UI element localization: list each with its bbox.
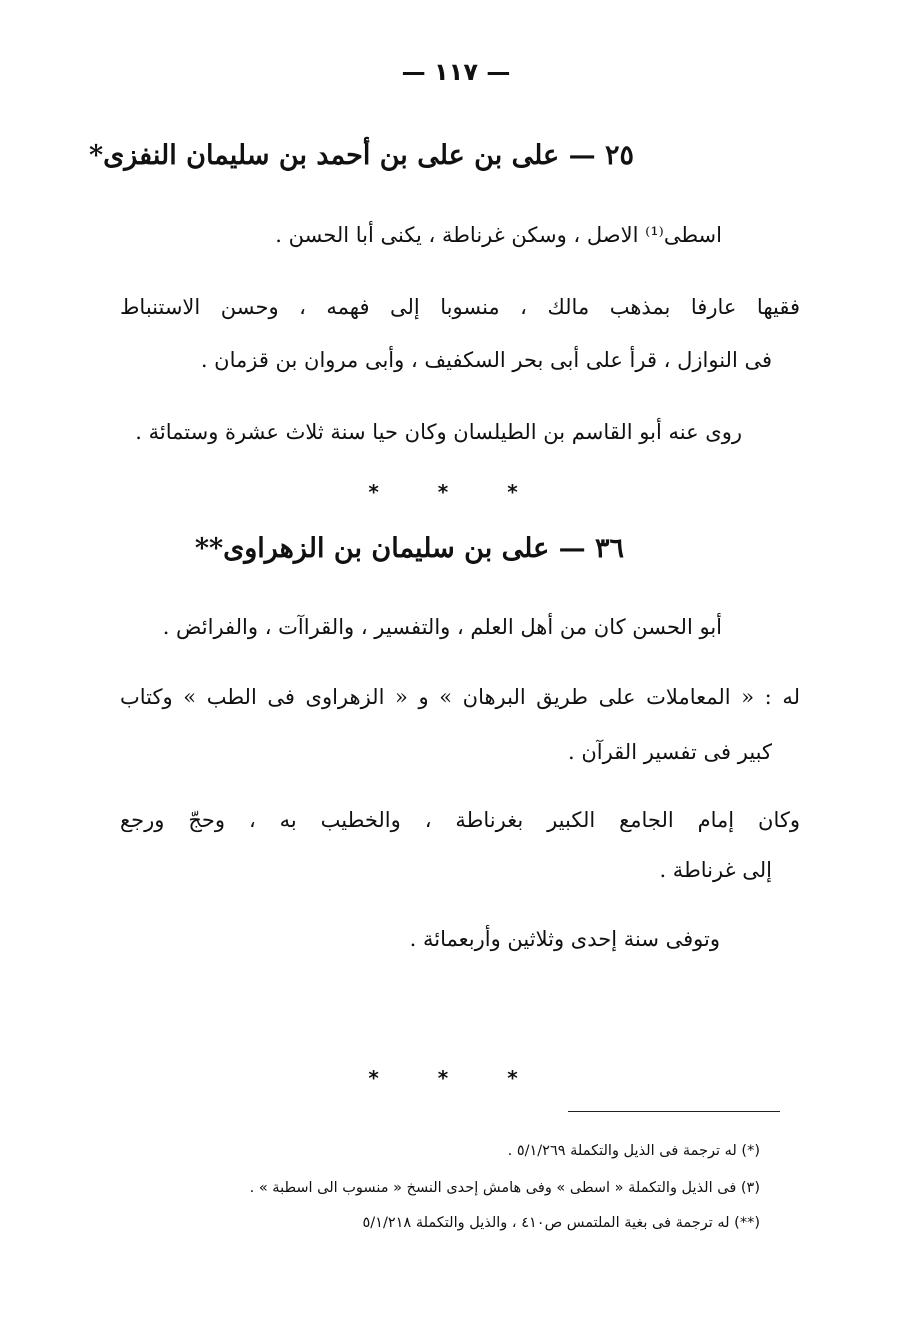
entry-36-paragraph-1: أبو الحسن كان من أهل العلم ، والتفسير ، والقراآت ، والفرائض . [162,615,722,639]
footnote-2: (٣) فى الذيل والتكملة « اسطى » وفى هامش إحدى النسخ « منسوب الى اسطبة » . [249,1180,760,1196]
entry-25-paragraph-3: روى عنه أبو القاسم بن الطيلسان وكان حيا سنة ثلاث عشرة وستمائة . [135,420,742,444]
entry-25-paragraph-2-line-2: فى النوازل ، قرأ على أبى بحر السكفيف ، وأبى مروان بن قزمان . [200,348,772,372]
entry-36-paragraph-2-line-1: له : « المعاملات على طريق البرهان » و « الزهراوى فى الطب » وكتاب [120,685,800,709]
entry-36-paragraph-2-line-2: كبير فى تفسير القرآن . [567,740,772,764]
entry-36-paragraph-3-line-2: إلى غرناطة . [659,858,772,882]
footnote-3: (**) له ترجمة فى بغية الملتمس ص٤١٠ ، والذيل والتكملة ٥/١/٢١٨ [362,1215,760,1231]
entry-25-paragraph-1: اسطى⁽¹⁾ الاصل ، وسكن غرناطة ، يكنى أبا الحسن . [275,223,722,247]
section-separator: * * * [368,480,544,504]
footnote-rule [568,1111,780,1112]
entry-36-paragraph-3-line-1: وكان إمام الجامع الكبير بغرناطة ، والخطيب به ، وحجّ ورجع [120,808,800,832]
entry-36-paragraph-4: وتوفى سنة إحدى وثلاثين وأربعمائة . [409,927,720,951]
footnote-1: (*) له ترجمة فى الذيل والتكملة ٥/١/٢٦٩ . [507,1143,760,1159]
entry-25-paragraph-2-line-1: فقيها عارفا بمذهب مالك ، منسوبا إلى فهمه ، وحسن الاستنباط [120,295,800,319]
entry-heading-36: ٣٦ — على بن سليمان بن الزهراوى** [194,533,624,564]
entry-heading-25: ٢٥ — على بن على بن أحمد بن سليمان النفزى* [89,140,634,171]
section-separator: * * * [368,1066,544,1090]
page-number: — ١١٧ — [401,58,511,86]
